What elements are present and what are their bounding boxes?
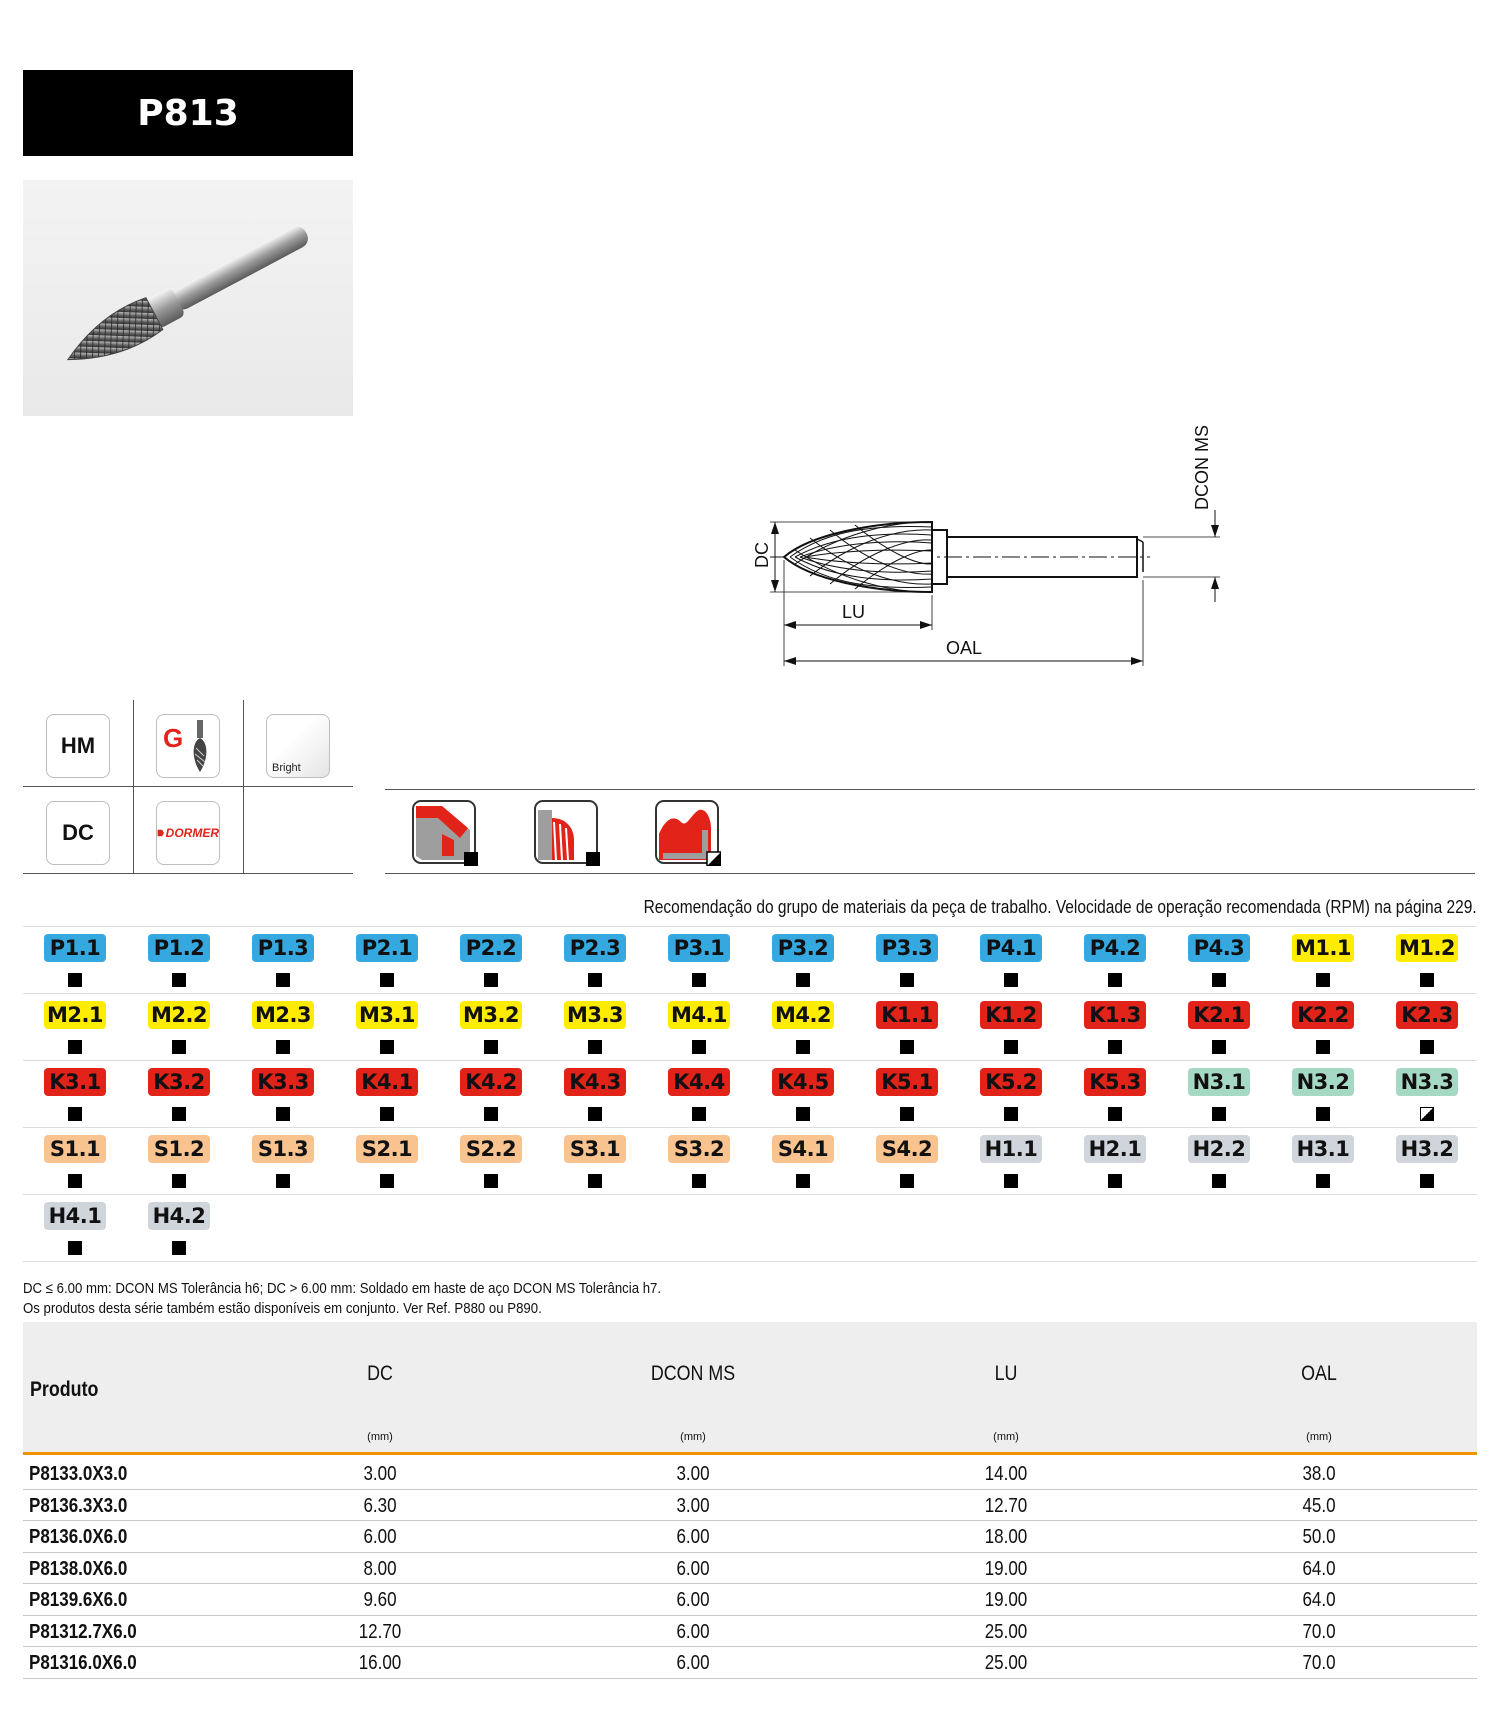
table-row <box>23 1553 1477 1585</box>
table-cell: 3.00 <box>363 1463 397 1485</box>
material-cell <box>959 1061 1063 1128</box>
material-badge: P1.3 <box>252 934 314 962</box>
primary-suitability-icon <box>68 973 82 987</box>
material-badge: S1.2 <box>148 1135 210 1163</box>
material-cell <box>231 1061 335 1128</box>
material-cell <box>23 1061 127 1128</box>
primary-suitability-icon <box>692 973 706 987</box>
table-cell: 14.00 <box>984 1463 1028 1485</box>
table-cell: 6.30 <box>363 1494 397 1517</box>
product-code: P8138.0X6.0 <box>29 1557 128 1580</box>
material-cell <box>1063 994 1167 1061</box>
material-row <box>23 993 1477 1060</box>
primary-suitability-icon <box>1316 1174 1330 1188</box>
material-cell <box>1167 1061 1271 1128</box>
product-code: P8136.3X3.0 <box>29 1494 128 1517</box>
material-badge: P2.1 <box>356 934 418 962</box>
material-badge: M4.1 <box>668 1001 730 1029</box>
material-cell <box>1167 1128 1271 1195</box>
material-cell <box>231 1128 335 1195</box>
table-cell: 64.0 <box>1302 1557 1336 1580</box>
material-cell <box>855 1061 959 1128</box>
material-badge: N3.2 <box>1292 1068 1354 1096</box>
material-badge: K4.5 <box>772 1068 834 1096</box>
primary-suitability-icon <box>1420 1174 1434 1188</box>
surface-machining-icon <box>534 800 600 866</box>
material-cell <box>647 1061 751 1128</box>
material-cell <box>23 927 127 994</box>
burr-photo-icon <box>23 180 353 416</box>
material-badge: M2.1 <box>44 1001 106 1029</box>
table-cell: 3.00 <box>676 1494 710 1517</box>
table-cell: 9.60 <box>363 1589 397 1611</box>
material-cell <box>959 994 1063 1061</box>
primary-suitability-icon <box>1316 1107 1330 1121</box>
material-badge: S2.1 <box>356 1135 418 1163</box>
material-cell <box>855 1128 959 1195</box>
material-cell <box>439 994 543 1061</box>
material-badge: P4.3 <box>1188 934 1250 962</box>
material-badge: P1.1 <box>44 934 106 962</box>
material-cell <box>1375 927 1479 994</box>
primary-suitability-icon <box>68 1107 82 1121</box>
material-cell <box>855 927 959 994</box>
material-cell <box>543 1061 647 1128</box>
material-badge: S2.2 <box>460 1135 522 1163</box>
standard-badge: DC <box>46 801 110 865</box>
material-badge: H3.2 <box>1396 1135 1458 1163</box>
material-cell <box>23 1195 127 1262</box>
material-cell <box>1063 927 1167 994</box>
material-badge: H4.1 <box>44 1202 106 1230</box>
material-cell <box>1167 927 1271 994</box>
material-badge: S1.1 <box>44 1135 106 1163</box>
material-badge: M1.2 <box>1396 934 1458 962</box>
table-row <box>23 1490 1477 1522</box>
material-badge: P3.2 <box>772 934 834 962</box>
material-cell <box>335 1128 439 1195</box>
primary-suitability-icon <box>692 1107 706 1121</box>
primary-suitability-icon <box>380 973 394 987</box>
primary-suitability-icon <box>900 1174 914 1188</box>
primary-suitability-icon <box>1004 1040 1018 1054</box>
material-badge: M2.3 <box>252 1001 314 1029</box>
material-badge: S4.2 <box>876 1135 938 1163</box>
material-row <box>23 1127 1477 1194</box>
lu-column-header: LU <box>994 1362 1018 1385</box>
brand-badge: DORMER <box>156 801 220 865</box>
material-cell <box>959 1128 1063 1195</box>
dcon-label: DCON MS <box>1192 425 1212 510</box>
material-badge: H1.1 <box>980 1135 1042 1163</box>
table-cell: 70.0 <box>1302 1652 1336 1674</box>
material-badge: N3.3 <box>1396 1068 1458 1096</box>
material-badge: P3.3 <box>876 934 938 962</box>
material-badge: K5.2 <box>980 1068 1042 1096</box>
primary-suitability-icon <box>900 1040 914 1054</box>
table-row <box>23 1458 1477 1490</box>
table-cell: 64.0 <box>1302 1589 1336 1611</box>
primary-suitability-icon <box>172 1241 186 1255</box>
primary-suitability-icon <box>1004 973 1018 987</box>
material-cell <box>647 1128 751 1195</box>
table-cell: 6.00 <box>363 1526 397 1548</box>
material-cell <box>543 994 647 1061</box>
table-cell: 45.0 <box>1302 1494 1336 1517</box>
primary-suitability-icon <box>1420 1040 1434 1054</box>
material-cell <box>127 927 231 994</box>
material-cell <box>751 994 855 1061</box>
table-header <box>23 1322 1477 1455</box>
primary-suitability-icon <box>484 973 498 987</box>
primary-suitability-icon <box>276 1040 290 1054</box>
material-cell <box>1375 994 1479 1061</box>
material-cell <box>1271 1128 1375 1195</box>
table-row <box>23 1647 1477 1679</box>
primary-suitability-icon <box>172 1107 186 1121</box>
table-cell: 6.00 <box>676 1557 710 1580</box>
primary-suitability-icon <box>692 1174 706 1188</box>
material-cell <box>335 927 439 994</box>
dormer-logo-icon <box>157 827 165 839</box>
material-badge: K3.1 <box>44 1068 106 1096</box>
table-cell: 25.00 <box>984 1652 1028 1674</box>
material-badge: S4.1 <box>772 1135 834 1163</box>
material-grid <box>23 926 1477 1262</box>
primary-suitability-icon <box>1108 1107 1122 1121</box>
material-badge: M3.1 <box>356 1001 418 1029</box>
primary-suitability-icon <box>796 1174 810 1188</box>
technical-drawing <box>700 410 1260 680</box>
dc-unit: (mm) <box>367 1431 393 1443</box>
primary-suitability-icon <box>796 1107 810 1121</box>
contour-machining-icon <box>655 800 721 866</box>
primary-suitability-icon <box>172 1040 186 1054</box>
table-cell: 25.00 <box>984 1620 1028 1643</box>
primary-suitability-icon <box>1108 1174 1122 1188</box>
primary-suitability-icon <box>380 1107 394 1121</box>
material-badge: S3.2 <box>668 1135 730 1163</box>
product-photo <box>23 180 353 416</box>
material-cell <box>127 1061 231 1128</box>
material-cell <box>751 1061 855 1128</box>
material-cell <box>855 994 959 1061</box>
material-cell <box>1375 1061 1479 1128</box>
flame-shape-icon <box>189 720 211 774</box>
material-badge: K1.3 <box>1084 1001 1146 1029</box>
material-cell <box>1063 1061 1167 1128</box>
oal-column-header: OAL <box>1301 1362 1337 1385</box>
material-badge: M3.3 <box>564 1001 626 1029</box>
table-cell: 19.00 <box>984 1589 1028 1611</box>
material-cell <box>543 1128 647 1195</box>
material-cell <box>751 1128 855 1195</box>
table-cell: 16.00 <box>358 1652 402 1674</box>
primary-suitability-icon <box>1212 1040 1226 1054</box>
material-cell <box>751 927 855 994</box>
primary-suitability-icon <box>588 973 602 987</box>
material-badge: S3.1 <box>564 1135 626 1163</box>
primary-suitability-icon <box>276 1174 290 1188</box>
material-cell <box>1271 1061 1375 1128</box>
material-badge: P2.2 <box>460 934 522 962</box>
material-cell <box>127 1195 231 1262</box>
material-cell <box>335 1061 439 1128</box>
material-cell <box>647 927 751 994</box>
material-badge: P4.1 <box>980 934 1042 962</box>
primary-suitability-icon <box>68 1174 82 1188</box>
primary-suitability-icon <box>1212 973 1226 987</box>
material-badge: P2.3 <box>564 934 626 962</box>
material-badge: K2.2 <box>1292 1001 1354 1029</box>
shape-badge: G <box>156 714 220 778</box>
table-cell: 6.00 <box>676 1652 710 1674</box>
table-cell: 6.00 <box>676 1589 710 1611</box>
dc-column-header: DC <box>367 1362 393 1385</box>
material-badge: P3.1 <box>668 934 730 962</box>
primary-suitability-icon <box>68 1040 82 1054</box>
table-cell: 38.0 <box>1302 1463 1336 1485</box>
primary-suitability-icon <box>276 1107 290 1121</box>
material-row <box>23 1194 1477 1261</box>
tolerance-note: DC ≤ 6.00 mm: DCON MS Tolerância h6; DC > 6.00 mm: Soldado em haste de aço DCON MS Tolerância h7. <box>23 1280 662 1297</box>
table-cell: 12.70 <box>358 1620 402 1643</box>
material-badge: K1.2 <box>980 1001 1042 1029</box>
product-code: P8133.0X3.0 <box>29 1463 128 1485</box>
recommendation-text: Recomendação do grupo de materiais da peça de trabalho. Velocidade de operação recomendada (RPM) na página 229. <box>643 897 1477 917</box>
material-badge: S1.3 <box>252 1135 314 1163</box>
material-badge: P4.2 <box>1084 934 1146 962</box>
material-badge: K3.2 <box>148 1068 210 1096</box>
material-row <box>23 1060 1477 1127</box>
material-badge: K1.1 <box>876 1001 938 1029</box>
table-cell: 70.0 <box>1302 1620 1336 1643</box>
set-note: Os produtos desta série também estão disponíveis em conjunto. Ver Ref. P880 ou P890. <box>23 1300 542 1317</box>
primary-suitability-icon <box>1316 973 1330 987</box>
material-badge: M3.2 <box>460 1001 522 1029</box>
primary-suitability-icon <box>484 1107 498 1121</box>
material-badge: K4.4 <box>668 1068 730 1096</box>
product-column-header: Produto <box>30 1378 99 1401</box>
material-badge: M4.2 <box>772 1001 834 1029</box>
material-badge: H4.2 <box>148 1202 210 1230</box>
material-cell <box>23 1128 127 1195</box>
material-badge: K4.1 <box>356 1068 418 1096</box>
primary-suitability-icon <box>484 1174 498 1188</box>
material-badge: K2.1 <box>1188 1001 1250 1029</box>
primary-suitability-icon <box>1212 1174 1226 1188</box>
material-cell <box>231 994 335 1061</box>
table-cell: 3.00 <box>676 1463 710 1485</box>
table-cell: 50.0 <box>1302 1526 1336 1548</box>
primary-suitability-icon <box>1108 1040 1122 1054</box>
primary-suitability-icon <box>484 1040 498 1054</box>
product-code: P8139.6X6.0 <box>29 1589 128 1611</box>
material-badge: H3.1 <box>1292 1135 1354 1163</box>
table-cell: 6.00 <box>676 1526 710 1548</box>
material-cell <box>439 1128 543 1195</box>
finish-badge: Bright <box>266 714 330 778</box>
secondary-suitability-icon <box>1420 1107 1434 1121</box>
primary-suitability-icon <box>1004 1174 1018 1188</box>
material-cell <box>335 994 439 1061</box>
table-row <box>23 1616 1477 1648</box>
material-cell <box>959 927 1063 994</box>
oal-unit: (mm) <box>1306 1431 1332 1443</box>
primary-suitability-icon <box>380 1040 394 1054</box>
lu-unit: (mm) <box>993 1431 1019 1443</box>
primary-suitability-icon <box>68 1241 82 1255</box>
product-code: P81316.0X6.0 <box>29 1652 137 1674</box>
material-badge: K2.3 <box>1396 1001 1458 1029</box>
property-boxes <box>23 700 353 874</box>
material-badge: P1.2 <box>148 934 210 962</box>
material-cell <box>1167 994 1271 1061</box>
primary-suitability-icon <box>588 1107 602 1121</box>
material-badge: K5.3 <box>1084 1068 1146 1096</box>
table-cell: 12.70 <box>984 1494 1028 1517</box>
material-badge: M1.1 <box>1292 934 1354 962</box>
dcon-column-header: DCON MS <box>650 1362 736 1385</box>
primary-suitability-icon <box>692 1040 706 1054</box>
material-cell <box>127 1128 231 1195</box>
material-badge: K4.3 <box>564 1068 626 1096</box>
material-row <box>23 926 1477 993</box>
primary-suitability-icon <box>900 1107 914 1121</box>
table-cell: 8.00 <box>363 1557 397 1580</box>
material-cell <box>543 927 647 994</box>
product-code: P81312.7X6.0 <box>29 1620 137 1643</box>
material-badge: K3.3 <box>252 1068 314 1096</box>
primary-suitability-icon <box>380 1174 394 1188</box>
lu-label: LU <box>842 602 866 622</box>
primary-suitability-icon <box>172 1174 186 1188</box>
table-cell: 18.00 <box>984 1526 1028 1548</box>
product-code: P8136.0X6.0 <box>29 1526 128 1548</box>
primary-suitability-icon <box>1108 973 1122 987</box>
primary-suitability-icon <box>796 1040 810 1054</box>
material-cell <box>127 994 231 1061</box>
primary-suitability-icon <box>796 973 810 987</box>
material-cell <box>439 927 543 994</box>
dcon-unit: (mm) <box>680 1431 706 1443</box>
material-badge: N3.1 <box>1188 1068 1250 1096</box>
material-cell <box>23 994 127 1061</box>
material-cell <box>647 994 751 1061</box>
table-row <box>23 1521 1477 1553</box>
material-badge: M2.2 <box>148 1001 210 1029</box>
dc-label: DC <box>752 542 772 568</box>
material-cell <box>1063 1128 1167 1195</box>
primary-suitability-icon <box>1316 1040 1330 1054</box>
primary-suitability-icon <box>276 973 290 987</box>
material-cell <box>439 1061 543 1128</box>
material-cell <box>1271 994 1375 1061</box>
oal-label: OAL <box>946 638 983 658</box>
material-badge: K5.1 <box>876 1068 938 1096</box>
primary-suitability-icon <box>1004 1107 1018 1121</box>
material-badge: HM <box>46 714 110 778</box>
primary-suitability-icon <box>1212 1107 1226 1121</box>
material-cell <box>1375 1128 1479 1195</box>
deburring-application-icon <box>412 800 478 866</box>
product-title: P813 <box>23 70 353 156</box>
primary-suitability-icon <box>588 1174 602 1188</box>
primary-suitability-icon <box>900 973 914 987</box>
table-cell: 6.00 <box>676 1620 710 1643</box>
table-row <box>23 1584 1477 1616</box>
material-badge: H2.2 <box>1188 1135 1250 1163</box>
material-cell <box>1271 927 1375 994</box>
material-badge: K4.2 <box>460 1068 522 1096</box>
table-cell: 19.00 <box>984 1557 1028 1580</box>
primary-suitability-icon <box>1420 973 1434 987</box>
material-badge: H2.1 <box>1084 1135 1146 1163</box>
primary-suitability-icon <box>588 1040 602 1054</box>
primary-suitability-icon <box>172 973 186 987</box>
material-cell <box>231 927 335 994</box>
